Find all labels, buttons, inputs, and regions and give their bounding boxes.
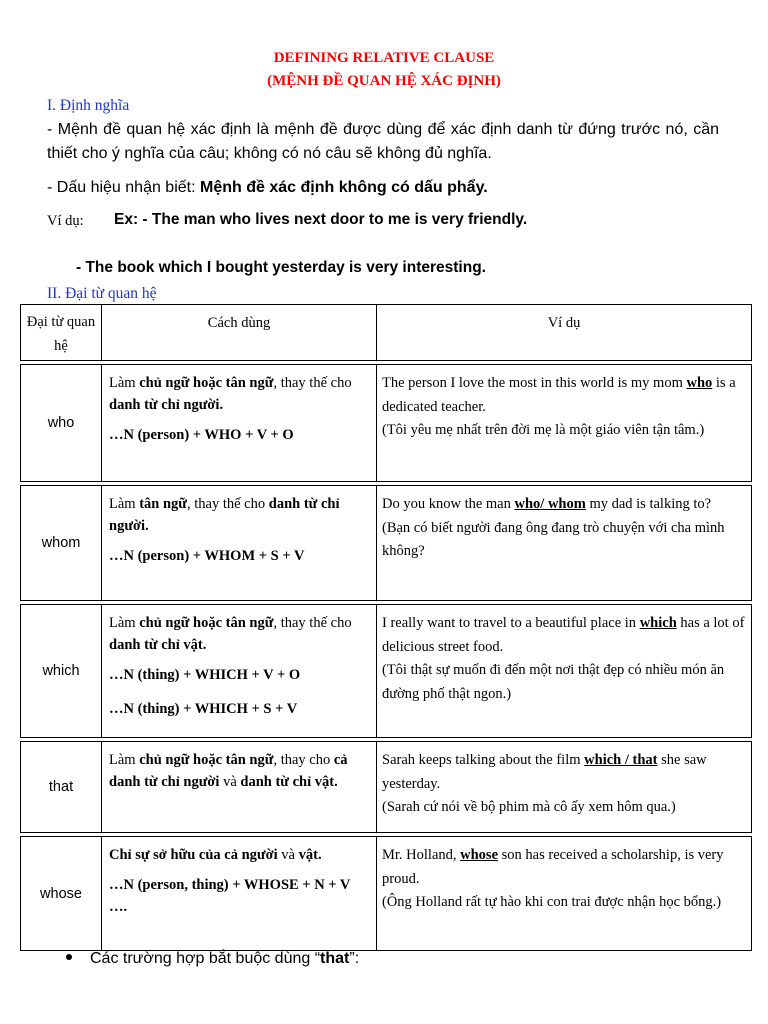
example-text: she saw yesterday.: [382, 752, 707, 792]
table-row: [21, 742, 752, 833]
example-label: Ví dụ:: [47, 213, 84, 229]
table-row: [21, 365, 752, 482]
pronoun-cell: who: [21, 365, 102, 482]
formula: [109, 545, 370, 567]
recognition-sign-bold: Mệnh đề xác định không có dấu phẩy.: [200, 179, 488, 196]
formula-text: …N (thing) + WHICH + V + O: [109, 667, 301, 683]
usage-text: và: [219, 774, 241, 790]
usage-text: Làm: [109, 615, 140, 631]
pronoun-cell: that: [21, 742, 102, 833]
example-cell: [377, 486, 752, 601]
example-text: has a lot of delicious street food.: [382, 615, 745, 655]
usage-cell: [102, 605, 377, 738]
pronoun-cell: which: [21, 605, 102, 738]
example-cell: [377, 742, 752, 833]
relative-pronoun-table: [20, 304, 752, 951]
section-heading-definition: I. Định nghĩa: [47, 97, 130, 114]
usage-bold: danh từ chỉ vật.: [109, 637, 207, 653]
usage-bold: Chỉ sự sở hữu của cả người: [109, 847, 278, 863]
bullet-item: [66, 950, 359, 968]
formula-text: …N (person, thing) + WHOSE + N + V ….: [109, 877, 351, 915]
example-text: The person I love the most in this world is my mom: [382, 375, 687, 391]
formula-text: …N (person) + WHOM + S + V: [109, 548, 305, 564]
recognition-sign-prefix: - Dấu hiệu nhận biết:: [47, 179, 200, 196]
formula: [109, 424, 370, 446]
usage-bold: tân ngữ: [139, 496, 187, 512]
example-text: I really want to travel to a beautiful place in: [382, 615, 640, 631]
example-text: Sarah keeps talking about the film: [382, 752, 585, 768]
formula: [109, 664, 370, 686]
usage-text: , thay thế cho: [273, 615, 352, 631]
header-pronoun: [21, 305, 102, 361]
usage-text: Làm: [109, 752, 140, 768]
definition-paragraph: - Mệnh đề quan hệ xác định là mệnh đề được dùng để xác định danh từ đứng trước nó, cần thiết cho ý nghĩa của câu; không có nó câu sẽ không đủ nghĩa.: [47, 121, 719, 162]
usage-bold: cả danh từ chỉ người: [109, 752, 348, 790]
example-translation: (Sarah cứ nói về bộ phim mà cô ấy xem hôm qua.): [382, 799, 676, 815]
example-text: is a dedicated teacher.: [382, 375, 736, 415]
header-example: Ví dụ: [377, 305, 752, 361]
example-sentence-1: Ex: - The man who lives next door to me is very friendly.: [114, 211, 528, 228]
header-pronoun-label: Đại từ quan hệ: [26, 313, 96, 354]
formula-text: …N (thing) + WHICH + S + V: [109, 701, 298, 717]
usage-text: Làm: [109, 496, 140, 512]
usage-text: , thay cho: [273, 752, 334, 768]
usage-cell: [102, 837, 377, 951]
table-row: [21, 486, 752, 601]
usage-bold: danh từ chỉ người.: [109, 496, 340, 534]
example-pronoun: which / that: [584, 752, 658, 768]
example-cell: [377, 837, 752, 951]
document-subtitle: (MỆNH ĐỀ QUAN HỆ XÁC ĐỊNH): [267, 73, 501, 89]
bullet-text: ”:: [349, 950, 360, 967]
bullet-bold: that: [320, 950, 350, 967]
section-heading-pronouns: II. Đại từ quan hệ: [47, 285, 157, 302]
example-translation: (Ông Holland rất tự hào khi con trai được nhận học bổng.): [382, 894, 722, 910]
example-translation: (Tôi yêu mẹ nhất trên đời mẹ là một giáo viên tận tâm.): [382, 422, 705, 438]
usage-bold: chủ ngữ hoặc tân ngữ: [139, 752, 274, 768]
usage-text: , thay thế cho: [187, 496, 269, 512]
usage-bold: chủ ngữ hoặc tân ngữ: [139, 615, 274, 631]
example-sentence-2: - The book which I bought yesterday is very interesting.: [76, 259, 486, 276]
example-translation: (Bạn có biết người đang ông đang trò chuyện với cha mình không?: [382, 519, 725, 559]
example-text: Do you know the man: [382, 496, 515, 512]
recognition-sign: [47, 176, 719, 200]
example-text: son has received a scholarship, is very proud.: [382, 847, 724, 887]
example-cell: [377, 605, 752, 738]
usage-cell: [102, 365, 377, 482]
table-row: [21, 605, 752, 738]
usage-bold: vật.: [298, 847, 322, 863]
example-pronoun: who/ whom: [514, 496, 586, 512]
pronoun-cell: whose: [21, 837, 102, 951]
pronoun-cell: whom: [21, 486, 102, 601]
table-row: [21, 837, 752, 951]
usage-bold: danh từ chỉ vật.: [240, 774, 338, 790]
example-pronoun: who: [686, 375, 713, 391]
usage-bold: danh từ chỉ người.: [109, 397, 224, 413]
formula: [109, 698, 370, 720]
example-cell: [377, 365, 752, 482]
usage-cell: [102, 486, 377, 601]
document-title: DEFINING RELATIVE CLAUSE: [273, 50, 495, 66]
example-pronoun: which: [639, 615, 677, 631]
bullet-text: Các trường hợp bắt buộc dùng “: [90, 950, 321, 967]
formula-text: …N (person) + WHO + V + O: [109, 427, 294, 443]
header-usage: Cách dùng: [102, 305, 377, 361]
table-header-row: [21, 305, 752, 361]
example-pronoun: whose: [460, 847, 499, 863]
bullet-dot-icon: [66, 954, 72, 960]
example-text: my dad is talking to?: [585, 496, 712, 512]
example-text: Mr. Holland,: [382, 847, 461, 863]
example-translation: (Tôi thật sự muốn đi đến một nơi thật đẹp có nhiều món ăn đường phố thật ngon.): [382, 662, 725, 702]
formula: [109, 874, 370, 918]
usage-text: , thay thế cho: [273, 375, 352, 391]
usage-bold: chủ ngữ hoặc tân ngữ: [139, 375, 274, 391]
usage-text: và: [277, 847, 299, 863]
usage-text: Làm: [109, 375, 140, 391]
usage-cell: [102, 742, 377, 833]
